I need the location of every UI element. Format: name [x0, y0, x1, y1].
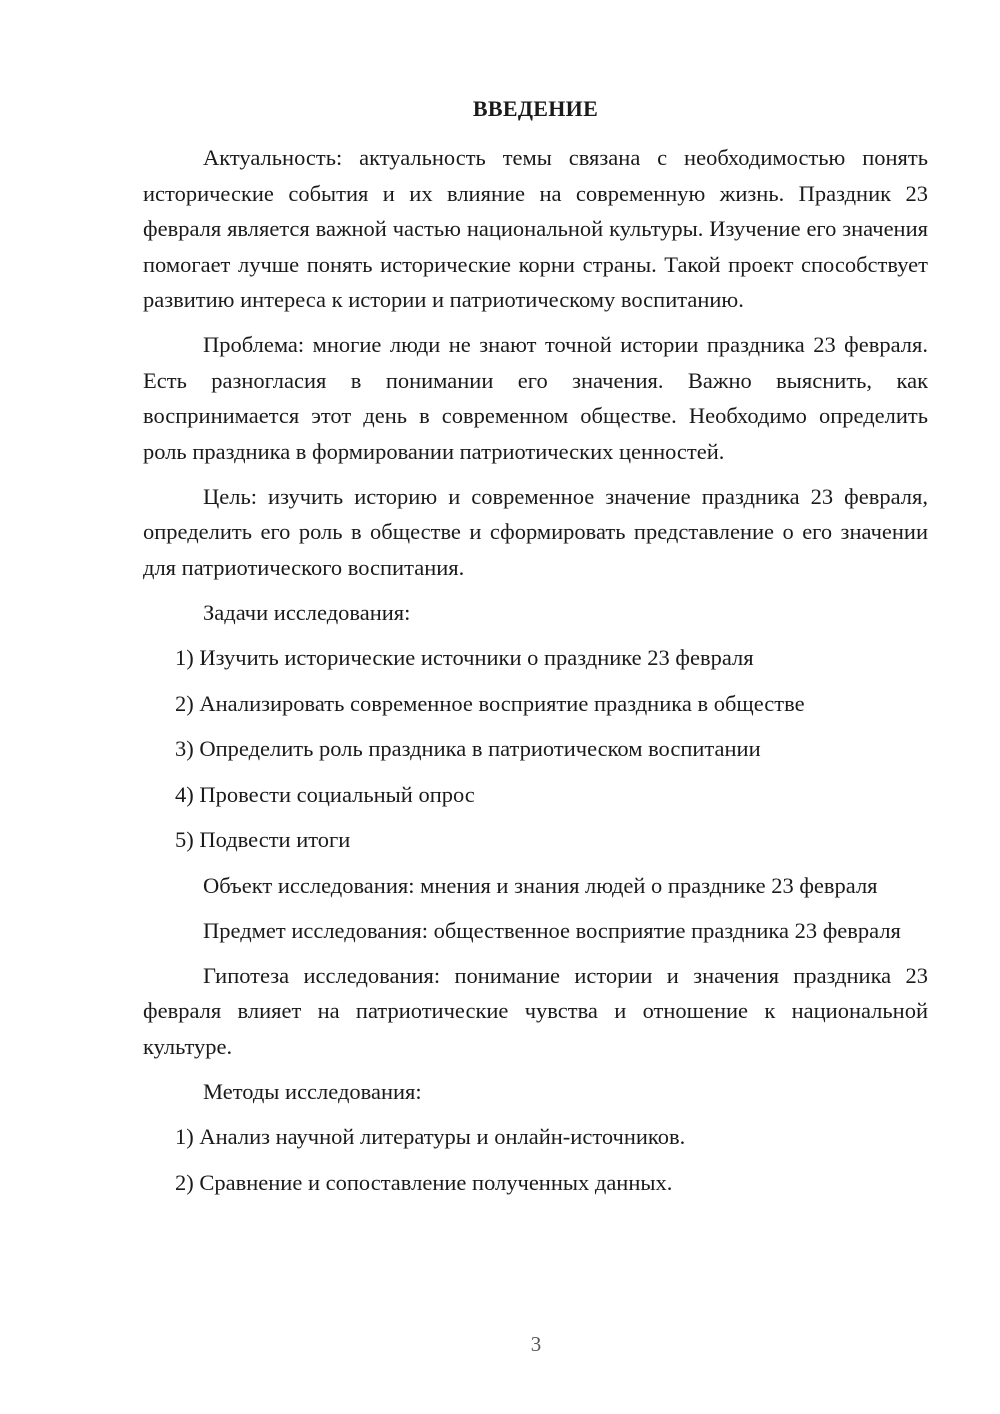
relevance-paragraph: Актуальность: актуальность темы связана с необходимостью понять исторические события и их влияние на современную жизнь. Праздник 23 февраля является важной частью национальной культуры. Изучение его значения помогает лучше понять исторические корни страны. Такой проект способствует развитию интереса к истории и патриотическому воспитанию.	[143, 145, 928, 312]
page-number: 3	[530, 1332, 542, 1356]
object-paragraph: Объект исследования: мнения и знания людей о празднике 23 февраля	[203, 872, 878, 898]
tasks-heading: Задачи исследования:	[203, 599, 411, 625]
list-item: 4) Провести социальный опрос	[175, 781, 475, 807]
list-item: 1) Анализ научной литературы и онлайн-источников.	[175, 1124, 686, 1149]
methods-heading: Методы исследования:	[203, 1078, 422, 1104]
list-item: 1) Изучить исторические источники о празднике 23 февраля	[175, 645, 754, 670]
list-item: 3) Определить роль праздника в патриотическом воспитании	[175, 736, 761, 761]
list-item: 2) Сравнение и сопоставление полученных данных.	[175, 1169, 673, 1195]
tasks-list	[143, 640, 928, 858]
page-content	[143, 96, 928, 1210]
hypothesis-paragraph: Гипотеза исследования: понимание истории и значения праздника 23 февраля влияет на патриотические чувства и отношение к национальной культуре.	[143, 962, 928, 1059]
goal-paragraph: Цель: изучить историю и современное значение праздника 23 февраля, определить его роль в обществе и сформировать представление о его значении для патриотического воспитания.	[143, 483, 928, 580]
list-item: 2) Анализировать современное восприятие праздника в обществе	[175, 690, 805, 716]
subject-paragraph: Предмет исследования: общественное восприятие праздника 23 февраля	[203, 917, 901, 943]
problem-paragraph: Проблема: многие люди не знают точной истории праздника 23 февраля. Есть разногласия в понимании его значения. Важно выяснить, как воспринимается этот день в современном обществе. Необходимо определить роль праздника в формировании патриотических ценностей.	[143, 332, 928, 464]
page-title: ВВЕДЕНИЕ	[472, 96, 599, 121]
methods-list	[143, 1119, 928, 1200]
list-item: 5) Подвести итоги	[175, 827, 351, 852]
